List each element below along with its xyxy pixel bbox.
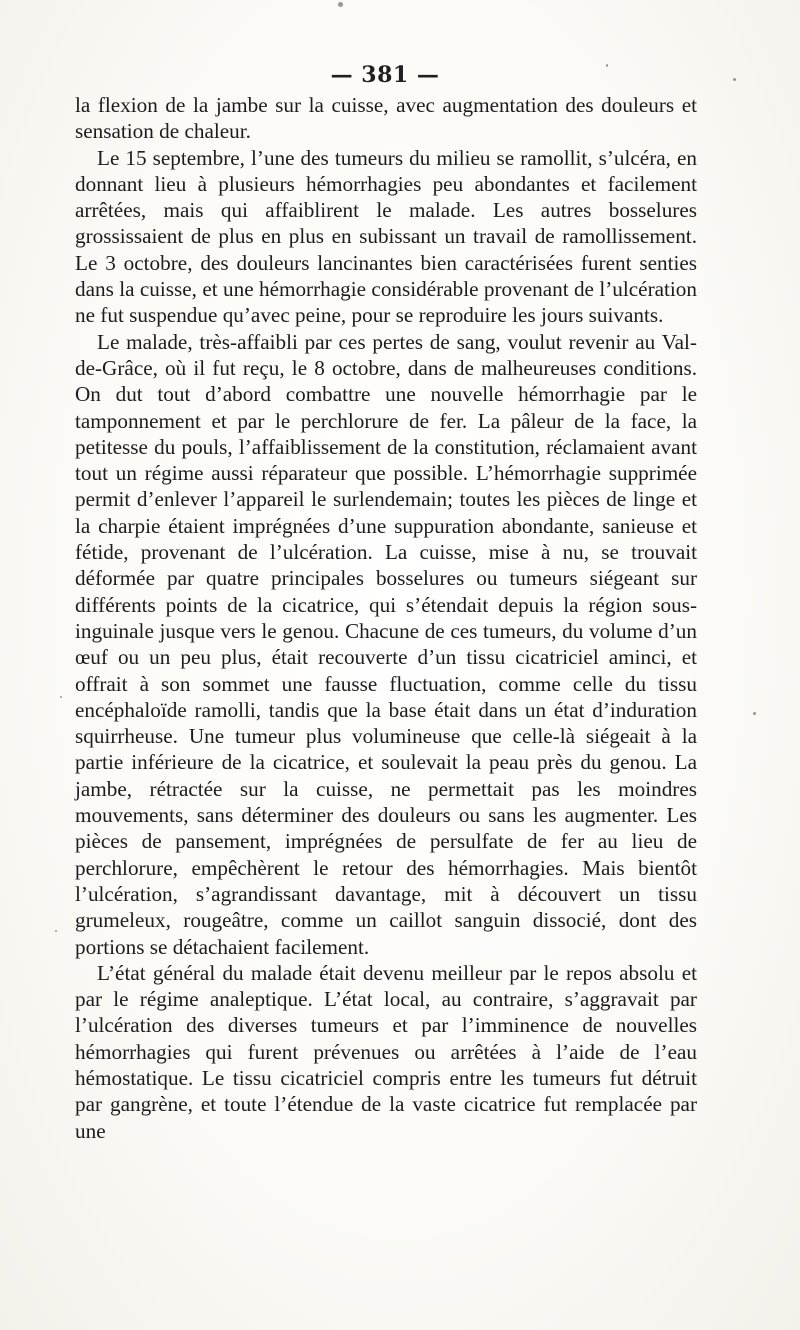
body-text xyxy=(75,92,697,1144)
paper-speck xyxy=(606,64,608,67)
paper-speck xyxy=(55,930,57,932)
paper-speck xyxy=(338,2,343,7)
paragraph-val-de-grace: Le malade, très-affaibli par ces pertes de sang, voulut revenir au Val-de-Grâce, où il fut reçu, le 8 octobre, dans de malheureuses conditions. On dut tout d’abord combattre une nouvelle hémorrhagie par le tamponnement et par le perchlorure de fer. La pâleur de la face, la petitesse du pouls, l’affaiblissement de la constitution, réclamaient avant tout un régime aussi réparateur que possible. L’hémorrhagie supprimée permit d’enlever l’appareil le surlendemain; toutes les pièces de linge et la charpie étaient imprégnées d’une suppuration abondante, sanieuse et fétide, provenant de l’ulcération. La cuisse, mise à nu, se trouvait déformée par quatre principales bosselures ou tumeurs siégeant sur différents points de la cicatrice, qui s’étendait depuis la région sous-inguinale jusque vers le genou. Chacune de ces tumeurs, du volume d’un œuf ou un peu plus, était recouverte d’un tissu cicatriciel aminci, et offrait à son sommet une fausse fluctuation, comme celle du tissu encéphaloïde ramolli, tandis que la base était dans un état d’induration squirrheuse. Une tumeur plus volumineuse que celle-là siégeait à la partie inférieure de la cicatrice, et soulevait la peau près du genou. La jambe, rétractée sur la cuisse, ne permettait pas les moindres mouvements, sans déterminer des douleurs ou sans les augmenter. Les pièces de pansement, imprégnées de persulfate de fer au lieu de perchlorure, empêchèrent le retour des hémorrhagies. Mais bientôt l’ulcération, s’agrandissant davantage, mit à découvert un tissu grumeleux, rougeâtre, comme un caillot sanguin dissocié, dont des portions se détachaient facilement. xyxy=(75,329,697,959)
paper-speck xyxy=(60,696,62,698)
paragraph-general-state: L’état général du malade était devenu meilleur par le repos absolu et par le régime analeptique. L’état local, au contraire, s’aggravait par l’ulcération des diverses tumeurs et par l’imminence de nouvelles hémorrhagies qui furent prévenues ou arrêtées à l’aide de l’eau hémostatique. Le tissu cicatriciel compris entre les tumeurs fut détruit par gangrène, et toute l’étendue de la vaste cicatrice fut remplacée par une xyxy=(75,960,697,1143)
paragraph-continuation: la flexion de la jambe sur la cuisse, avec augmentation des douleurs et sensation de chaleur. xyxy=(75,93,697,144)
paper-speck xyxy=(753,712,756,715)
paper-speck xyxy=(733,78,736,81)
paragraph-september: Le 15 septembre, l’une des tumeurs du milieu se ramollit, s’ulcéra, en donnant lieu à plusieurs hémorrhagies peu abondantes et facilement arrêtées, mais qui affaiblirent le malade. Les autres bosselures grossissaient de plus en plus en subissant un travail de ramollissement. Le 3 octobre, des douleurs lancinantes bien caractérisées furent senties dans la cuisse, et une hémorrhagie considérable provenant de l’ulcération ne fut suspendue qu’avec peine, pour se reproduire les jours suivants. xyxy=(75,145,697,328)
page-number: — 381 — xyxy=(330,62,440,88)
